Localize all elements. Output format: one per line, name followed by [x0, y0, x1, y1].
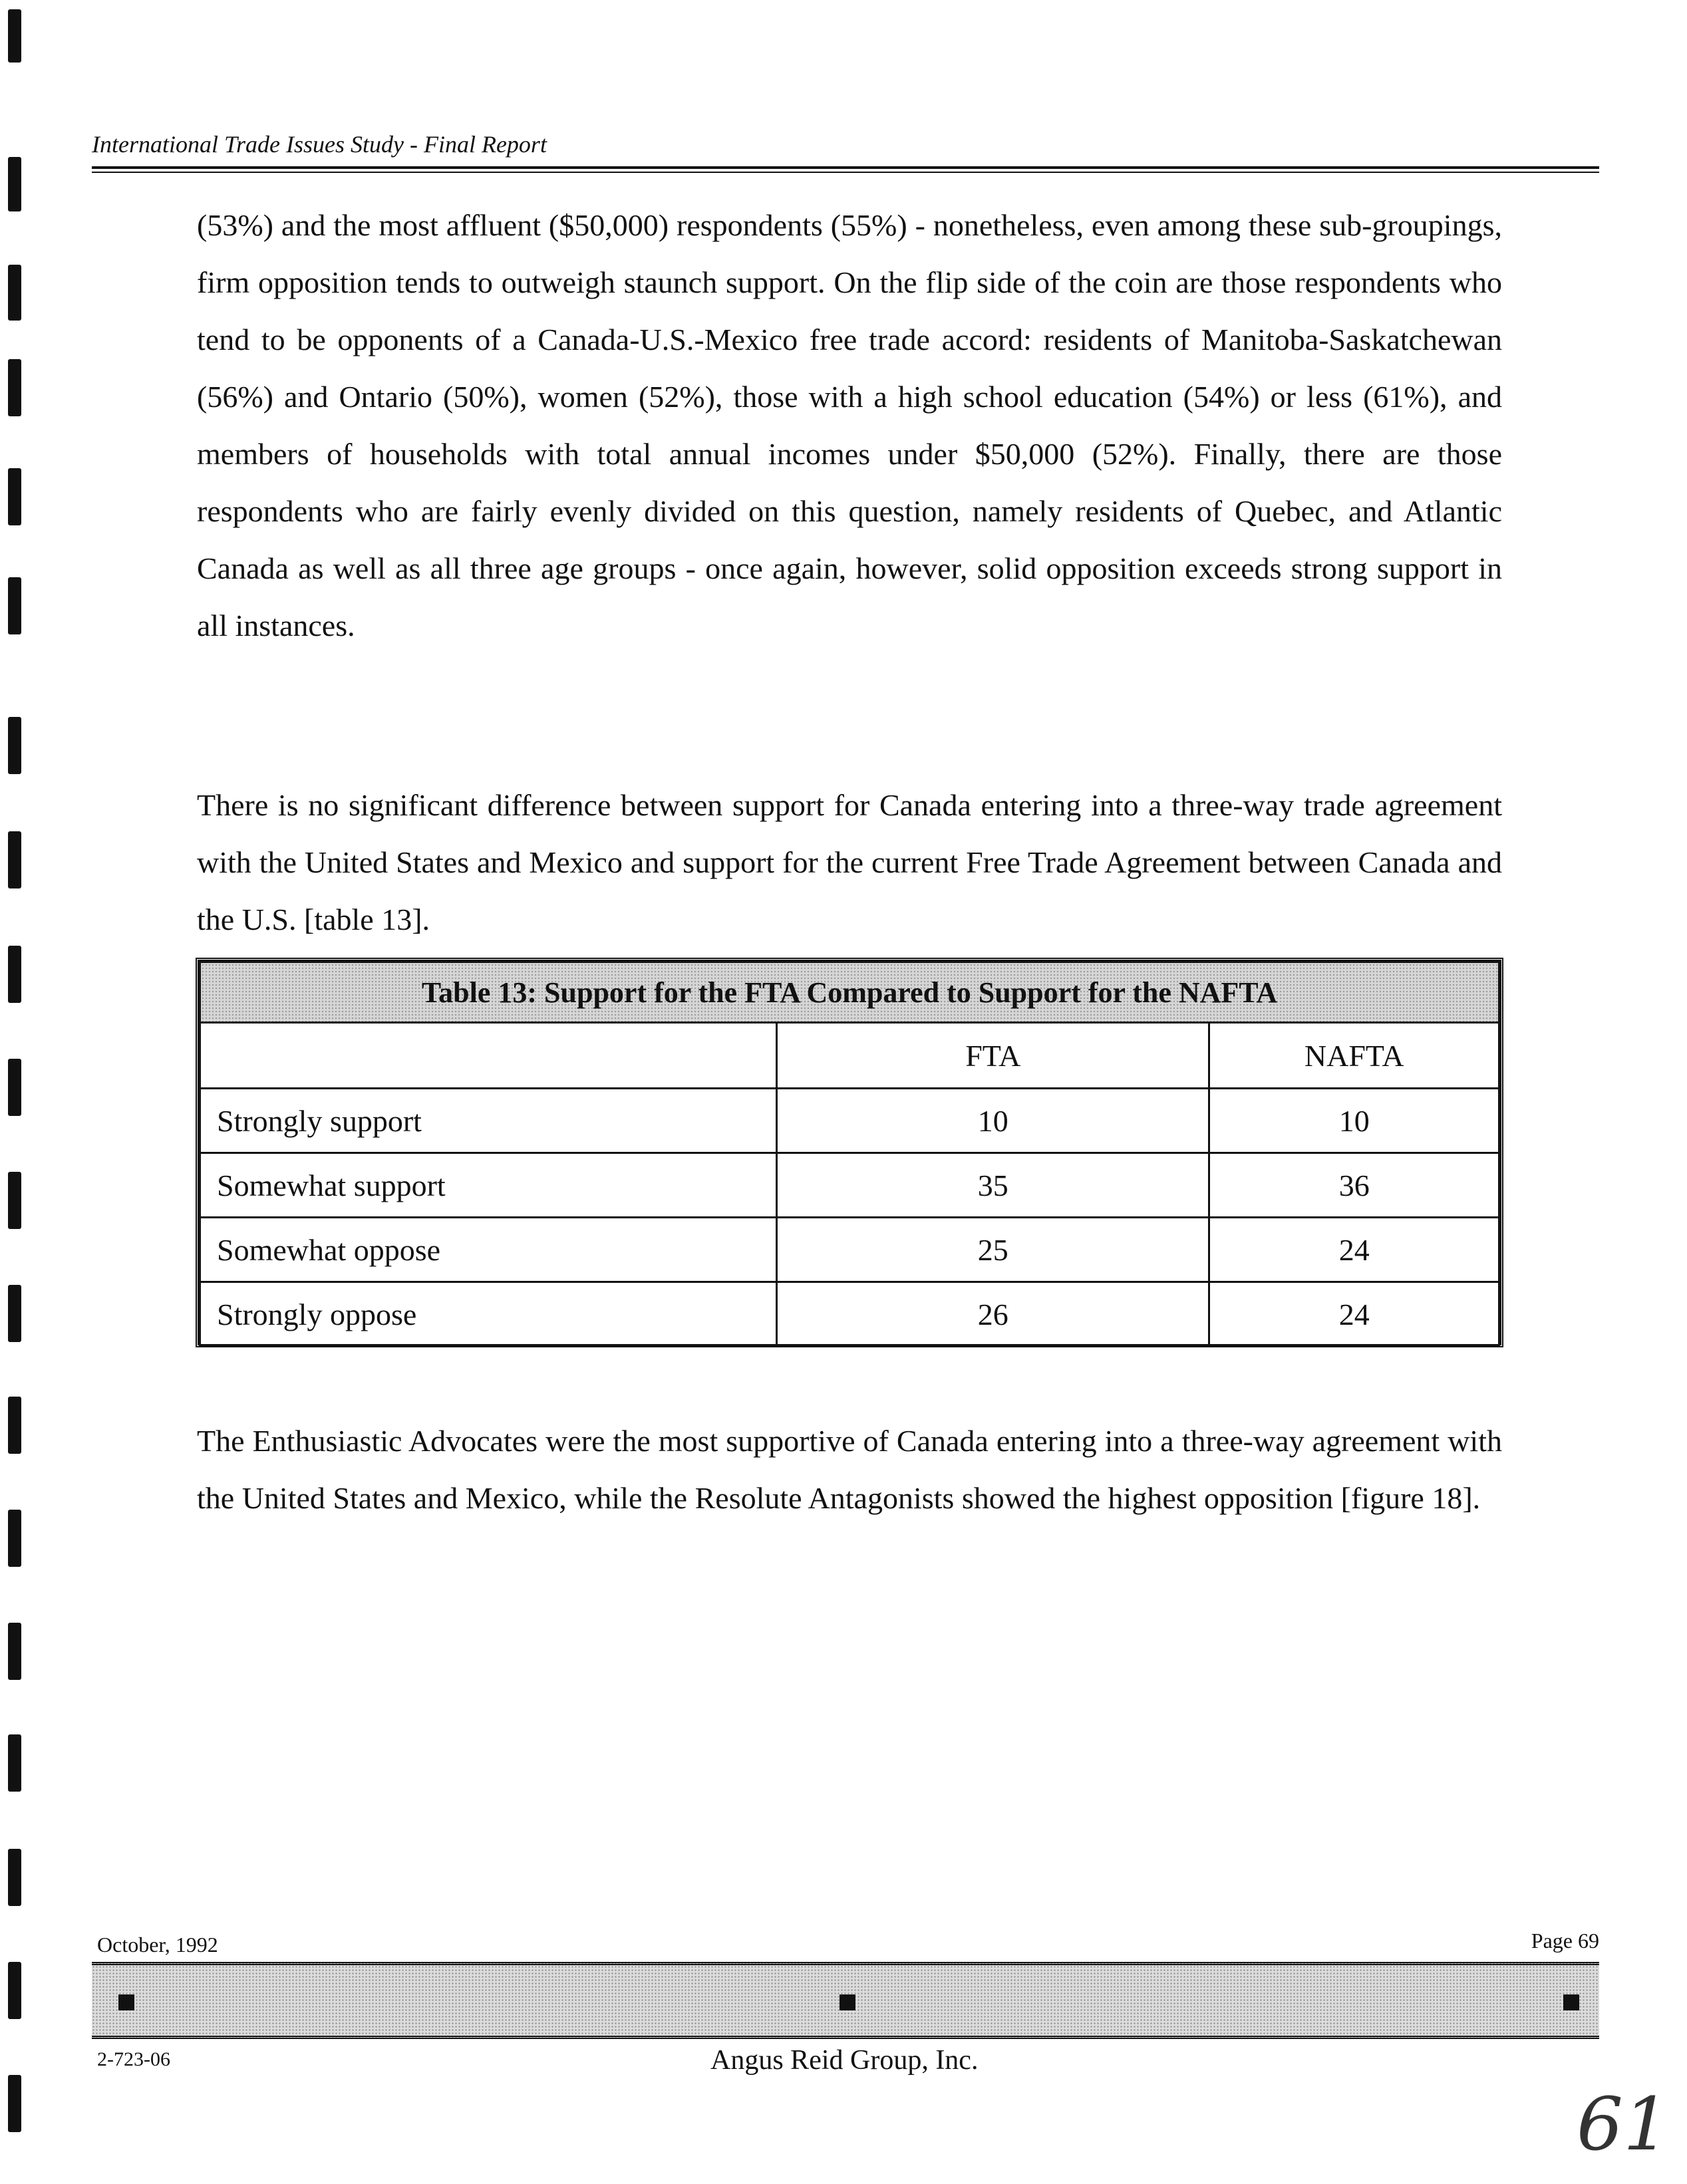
- binder-mark: [8, 1623, 21, 1680]
- column-header-fta: FTA: [777, 1023, 1209, 1089]
- row-label: Strongly oppose: [200, 1282, 777, 1347]
- binder-mark: [8, 265, 21, 321]
- binder-mark: [8, 1172, 21, 1229]
- footer-band: [92, 1962, 1599, 2039]
- binder-mark: [8, 1734, 21, 1792]
- document-code: 2-723-06: [97, 2048, 170, 2070]
- table-row: [200, 1282, 1499, 1347]
- paragraph: There is no significant difference between support for Canada entering into a three-way trade agreement with the United States and Mexico and support for the current Free Trade Agreement between Canada and the U.S. [table 13].: [197, 788, 1502, 936]
- handwritten-page-mark: 61: [1577, 2082, 1670, 2167]
- page-number: Page 69: [1531, 1929, 1599, 1953]
- row-label: Somewhat oppose: [200, 1218, 777, 1282]
- binder-mark: [8, 831, 21, 888]
- fta-value: 26: [777, 1282, 1209, 1347]
- report-title: International Trade Issues Study - Final Report: [92, 131, 547, 158]
- support-table: [196, 958, 1503, 1347]
- fta-value: 25: [777, 1218, 1209, 1282]
- table-header-row: [200, 1023, 1499, 1089]
- row-label: Strongly support: [200, 1089, 777, 1153]
- binder-mark: [8, 359, 21, 416]
- nafta-value: 36: [1209, 1153, 1499, 1218]
- binder-mark: [8, 2075, 21, 2132]
- binder-mark: [8, 1059, 21, 1116]
- row-label: Somewhat support: [200, 1153, 777, 1218]
- table-row: [200, 1153, 1499, 1218]
- binder-mark: [8, 1962, 21, 2019]
- binder-mark: [8, 468, 21, 525]
- binder-mark: [8, 1397, 21, 1454]
- paragraph-2-block: [197, 777, 1502, 948]
- binder-mark: [8, 1510, 21, 1567]
- table-row: [200, 1089, 1499, 1153]
- support-table-grid: [199, 961, 1500, 1347]
- table-row: [200, 1218, 1499, 1282]
- nafta-value: 24: [1209, 1218, 1499, 1282]
- footer-date: October, 1992: [97, 1933, 218, 1957]
- paragraph-3-block: [197, 1413, 1502, 1527]
- nafta-value: 24: [1209, 1282, 1499, 1347]
- square-icon: [1563, 1994, 1579, 2010]
- binder-mark: [8, 1849, 21, 1906]
- square-icon: [118, 1994, 134, 2010]
- binder-mark: [8, 9, 21, 63]
- nafta-value: 10: [1209, 1089, 1499, 1153]
- table-caption: Table 13: Support for the FTA Compared to Support for the NAFTA: [200, 962, 1499, 1023]
- binder-mark: [8, 577, 21, 634]
- binder-mark: [8, 717, 21, 774]
- paragraph: The Enthusiastic Advocates were the most supportive of Canada entering into a three-way agreement with the United States and Mexico, while the Resolute Antagonists showed the highest opposition [figure 18].: [197, 1424, 1502, 1515]
- square-icon: [840, 1994, 855, 2010]
- paragraph-1-block: [197, 197, 1502, 654]
- fta-value: 10: [777, 1089, 1209, 1153]
- binder-mark: [8, 1285, 21, 1342]
- binder-mark: [8, 946, 21, 1003]
- paragraph: (53%) and the most affluent ($50,000) respondents (55%) - nonetheless, even among these sub-groupings, firm opposition tends to outweigh staunch support. On the flip side of the coin are those respondents who tend to be opponents of a Canada-U.S.-Mexico free trade accord: residents of Manitoba-Saskatchewan (56%) and Ontario (50%), women (52%), those with a high school education (54%) or less (61%), and members of households with total annual incomes under $50,000 (52%). Finally, there are those respondents who are fairly evenly divided on this question, namely residents of Quebec, and Atlantic Canada as well as all three age groups - once again, however, solid opposition exceeds strong support in all instances.: [197, 208, 1502, 642]
- table-caption-row: [200, 962, 1499, 1023]
- header-rule-thick: [92, 166, 1599, 169]
- binder-mark: [8, 157, 21, 211]
- company-name: Angus Reid Group, Inc.: [710, 2045, 979, 2076]
- fta-value: 35: [777, 1153, 1209, 1218]
- header-rule-thin: [92, 172, 1599, 173]
- column-header-blank: [200, 1023, 777, 1089]
- column-header-nafta: NAFTA: [1209, 1023, 1499, 1089]
